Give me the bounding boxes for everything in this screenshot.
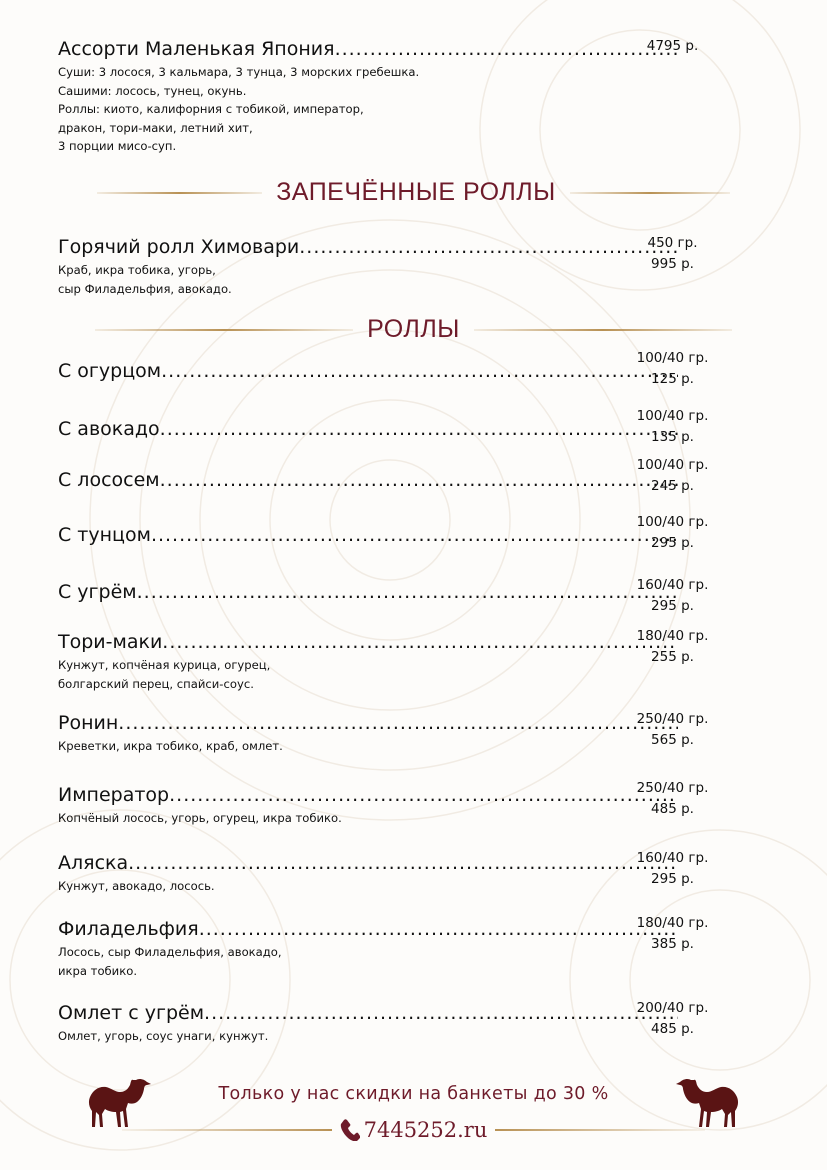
leader-dots bbox=[118, 712, 678, 734]
price-value: 485 р. bbox=[651, 1021, 694, 1037]
leader-dots bbox=[151, 524, 678, 546]
price-value: 485 р. bbox=[651, 801, 694, 817]
weight-value: 100/40 гр. bbox=[636, 457, 709, 473]
item-name-row bbox=[58, 38, 678, 60]
price-value: 255 р. bbox=[651, 649, 694, 665]
price-value: 995 р. bbox=[651, 256, 694, 272]
section-header-rolls bbox=[0, 315, 827, 344]
desc-line: икра тобико. bbox=[58, 963, 137, 978]
item-name: С угрём bbox=[58, 581, 137, 603]
section-header-baked bbox=[0, 178, 827, 207]
item-name: С тунцом bbox=[58, 524, 151, 546]
item-price bbox=[620, 848, 725, 890]
divider-line bbox=[570, 192, 730, 194]
leader-dots bbox=[160, 469, 678, 491]
price-value: 385 р. bbox=[651, 936, 694, 952]
weight-value: 250/40 гр. bbox=[636, 780, 709, 796]
item-name: Ассорти Маленькая Япония bbox=[58, 38, 335, 60]
item-name-row bbox=[58, 1002, 678, 1024]
item-name: Горячий ролл Химовари bbox=[58, 236, 300, 258]
item-name-row bbox=[58, 524, 678, 546]
section-title: РОЛЛЫ bbox=[367, 315, 460, 343]
item-price bbox=[620, 36, 725, 57]
item-price bbox=[620, 512, 725, 554]
item-description bbox=[58, 63, 778, 156]
weight-value: 160/40 гр. bbox=[636, 577, 709, 593]
weight-value: 450 гр. bbox=[647, 235, 698, 251]
leader-dots bbox=[199, 918, 678, 940]
item-name: Тори-маки bbox=[58, 631, 163, 653]
item-name-row bbox=[58, 360, 678, 382]
divider-line bbox=[122, 1129, 332, 1131]
item-name-row bbox=[58, 236, 678, 258]
item-price bbox=[620, 233, 725, 275]
weight-value: 100/40 гр. bbox=[636, 408, 709, 424]
item-name: С огурцом bbox=[58, 360, 162, 382]
leader-dots bbox=[169, 784, 678, 806]
item-name-row bbox=[58, 784, 678, 806]
desc-line: Суши: 3 лосося, 3 кальмара, 3 тунца, 3 морских гребешка. bbox=[58, 65, 420, 79]
weight-value: 250/40 гр. bbox=[636, 711, 709, 727]
weight-value: 180/40 гр. bbox=[636, 628, 709, 644]
weight-value: 160/40 гр. bbox=[636, 850, 709, 866]
item-price bbox=[620, 455, 725, 497]
price-value: 295 р. bbox=[651, 871, 694, 887]
leader-dots bbox=[160, 418, 678, 440]
item-name-row bbox=[58, 918, 678, 940]
desc-line: Кунжут, авокадо, лосось. bbox=[58, 879, 215, 893]
divider-line bbox=[495, 1129, 705, 1131]
item-price bbox=[620, 626, 725, 668]
item-name-row bbox=[58, 712, 678, 734]
item-name-row bbox=[58, 631, 678, 653]
price-value: 135 р. bbox=[651, 429, 694, 445]
item-name: Аляска bbox=[58, 852, 129, 874]
leader-dots bbox=[161, 360, 678, 382]
desc-line: Копчёный лосось, угорь, огурец, икра тобико. bbox=[58, 811, 342, 825]
item-price bbox=[620, 913, 725, 955]
divider-line bbox=[97, 192, 262, 194]
desc-line: Кунжут, копчёная курица, огурец, bbox=[58, 658, 271, 672]
desc-line: болгарский перец, спайси-соус. bbox=[58, 676, 254, 691]
desc-line: 3 порции мисо-суп. bbox=[58, 139, 177, 153]
item-name-row bbox=[58, 852, 678, 874]
item-name: Ронин bbox=[58, 712, 119, 734]
desc-line: Креветки, икра тобико, краб, омлет. bbox=[58, 739, 283, 753]
weight-value: 100/40 гр. bbox=[636, 514, 709, 530]
price-value: 565 р. bbox=[651, 732, 694, 748]
item-name: С лососем bbox=[58, 469, 160, 491]
desc-line: сыр Филадельфия, авокадо. bbox=[58, 281, 232, 296]
phone-number: 7445252.ru bbox=[363, 1118, 488, 1142]
desc-line: Роллы: киото, калифорния с тобикой, император, bbox=[58, 102, 364, 116]
desc-line: дракон, тори-маки, летний хит, bbox=[58, 120, 253, 135]
price-value: 295 р. bbox=[651, 598, 694, 614]
desc-line: Омлет, угорь, соус унаги, кунжут. bbox=[58, 1029, 269, 1043]
leader-dots bbox=[128, 852, 678, 874]
desc-line: Сашими: лосось, тунец, окунь. bbox=[58, 83, 247, 98]
price-value: 125 р. bbox=[651, 371, 694, 387]
phone-icon bbox=[340, 1119, 360, 1141]
item-price bbox=[620, 998, 725, 1040]
item-name-row bbox=[58, 581, 678, 603]
divider-line bbox=[95, 329, 353, 331]
divider-line bbox=[474, 329, 732, 331]
phone-link[interactable] bbox=[332, 1118, 496, 1142]
item-name: Омлет с угрём bbox=[58, 1002, 205, 1024]
item-name-row bbox=[58, 469, 678, 491]
item-name-row bbox=[58, 418, 678, 440]
price-value: 4795 р. bbox=[646, 38, 699, 54]
promo-text: Только у нас скидки на банкеты до 30 % bbox=[218, 1084, 609, 1104]
desc-line: Краб, икра тобика, угорь, bbox=[58, 263, 216, 277]
item-name: С авокадо bbox=[58, 418, 160, 440]
item-name: Император bbox=[58, 784, 170, 806]
item-price bbox=[620, 709, 725, 751]
weight-value: 100/40 гр. bbox=[636, 350, 709, 366]
item-price bbox=[620, 575, 725, 617]
item-price bbox=[620, 778, 725, 820]
price-value: 295 р. bbox=[651, 535, 694, 551]
leader-dots bbox=[137, 581, 678, 603]
item-name: Филадельфия bbox=[58, 918, 199, 940]
leader-dots bbox=[204, 1002, 678, 1024]
item-price bbox=[620, 348, 725, 390]
weight-value: 180/40 гр. bbox=[636, 915, 709, 931]
phone-row bbox=[0, 1118, 827, 1142]
weight-value: 200/40 гр. bbox=[636, 1000, 709, 1016]
desc-line: Лосось, сыр Филадельфия, авокадо, bbox=[58, 945, 282, 959]
item-price bbox=[620, 406, 725, 448]
price-value: 245 р. bbox=[651, 478, 694, 494]
section-title: ЗАПЕЧЁННЫЕ РОЛЛЫ bbox=[276, 178, 556, 206]
leader-dots bbox=[162, 631, 678, 653]
